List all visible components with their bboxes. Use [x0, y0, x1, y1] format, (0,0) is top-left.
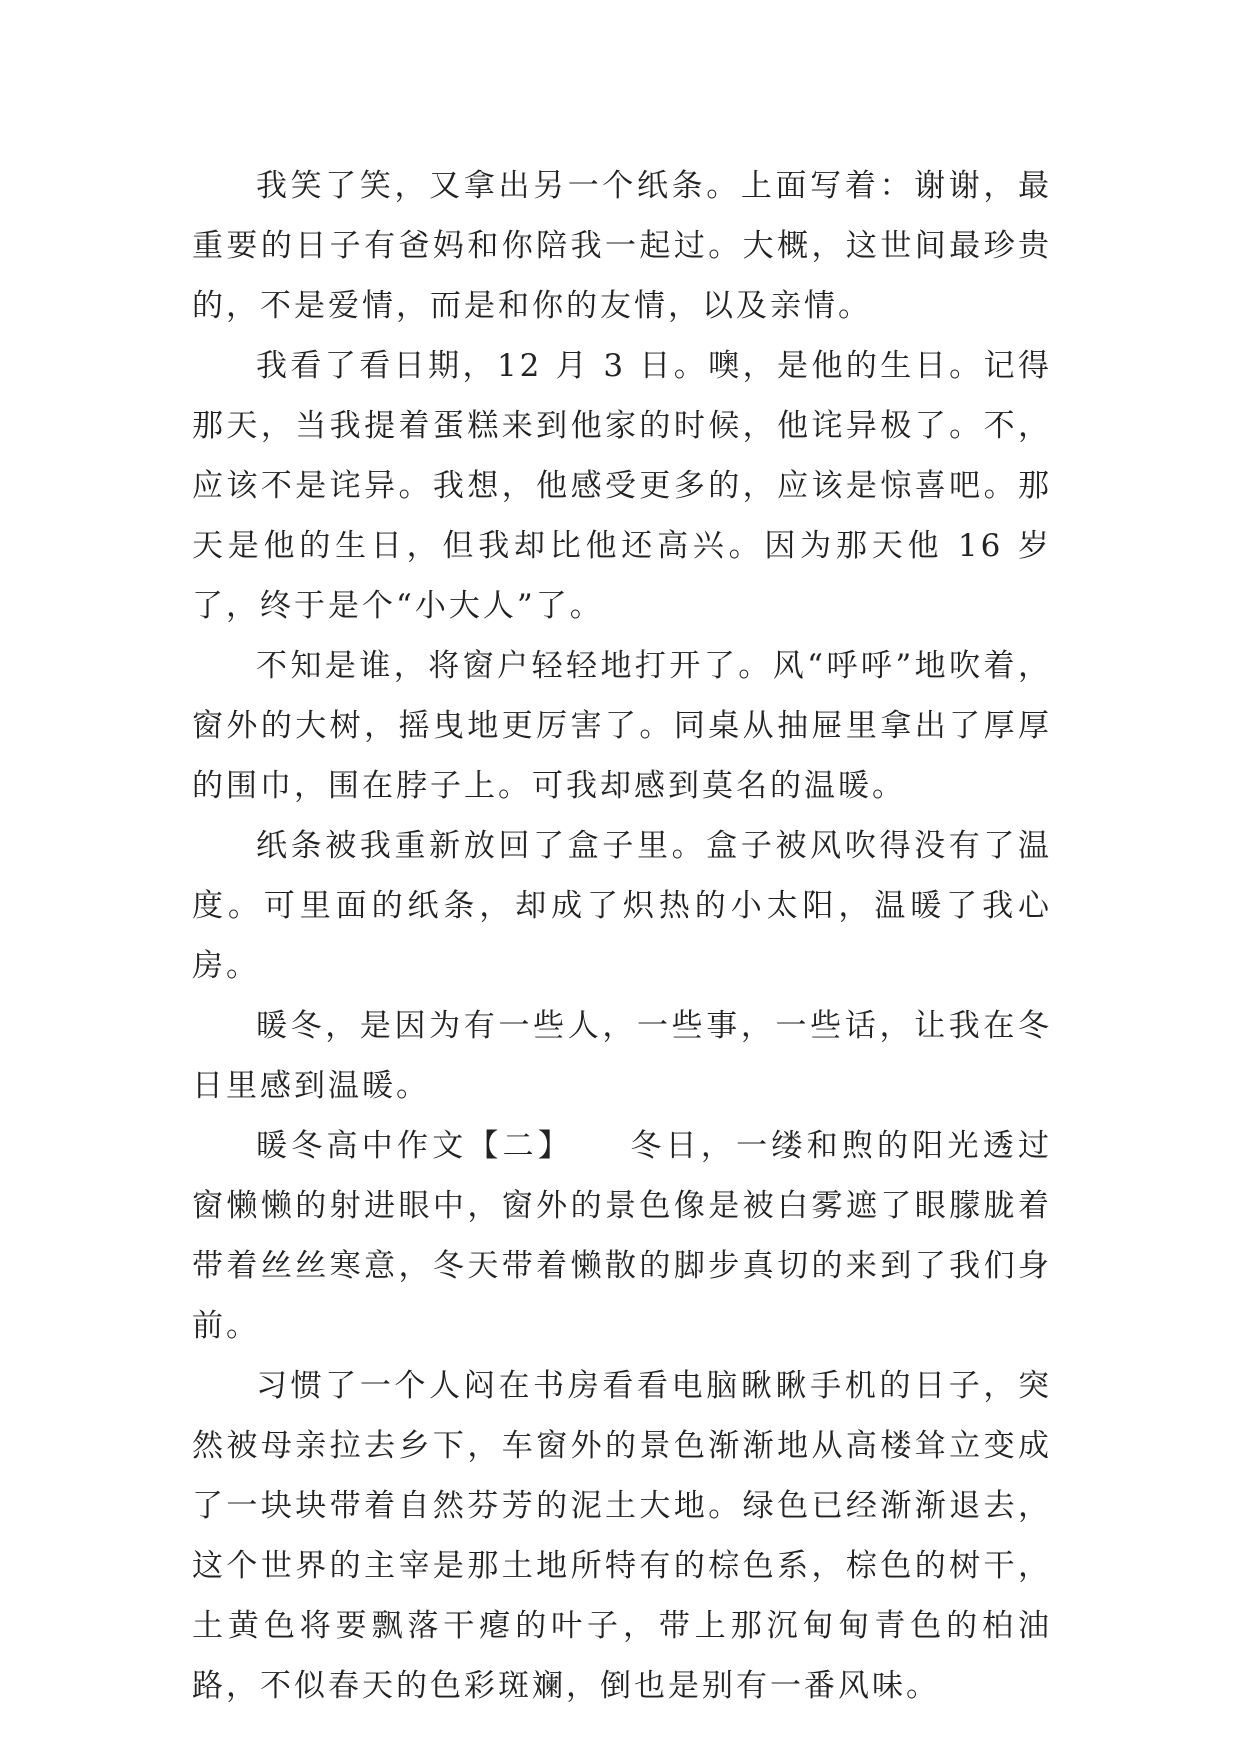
- paragraph-5: 暖冬，是因为有一些人，一些事，一些话，让我在冬日里感到温暖。: [192, 1008, 1052, 1104]
- paragraph-1: 我笑了笑，又拿出另一个纸条。上面写着：谢谢，最重要的日子有爸妈和你陪我一起过。大概，这世间最珍贵的，不是爱情，而是和你的友情，以及亲情。: [192, 168, 1052, 324]
- document-body: [192, 156, 1052, 1716]
- section-paragraph: [192, 1116, 1052, 1356]
- section-heading: 暖冬高中作文【二】: [256, 1128, 574, 1164]
- paragraph-7: 习惯了一个人闷在书房看看电脑瞅瞅手机的日子，突然被母亲拉去乡下，车窗外的景色渐渐地从高楼耸立变成了一块块带着自然芬芳的泥土大地。绿色已经渐渐退去，这个世界的主宰是那土地所特有的棕色系，棕色的树干，土黄色将要飘落干瘪的叶子，带上那沉甸甸青色的柏油路，不似春天的色彩斑斓，倒也是别有一番风味。: [192, 1368, 1052, 1704]
- paragraph-4: 纸条被我重新放回了盒子里。盒子被风吹得没有了温度。可里面的纸条，却成了炽热的小太阳，温暖了我心房。: [192, 828, 1052, 984]
- paragraph-2: 我看了看日期，12 月 3 日。噢，是他的生日。记得那天，当我提着蛋糕来到他家的时候，他诧异极了。不，应该不是诧异。我想，他感受更多的，应该是惊喜吧。那天是他的生日，但我却比他还高兴。因为那天他 16 岁了，终于是个“小大人”了。: [192, 348, 1052, 624]
- section-first-text: 冬日，一缕和煦的阳光透过窗懒懒的射进眼中，窗外的景色像是被白雾遮了眼朦胧着带着丝丝寒意，冬天带着懒散的脚步真切的来到了我们身前。: [192, 1128, 1053, 1344]
- paragraph-3: 不知是谁，将窗户轻轻地打开了。风“呼呼”地吹着，窗外的大树，摇曳地更厉害了。同桌从抽屉里拿出了厚厚的围巾，围在脖子上。可我却感到莫名的温暖。: [192, 648, 1052, 804]
